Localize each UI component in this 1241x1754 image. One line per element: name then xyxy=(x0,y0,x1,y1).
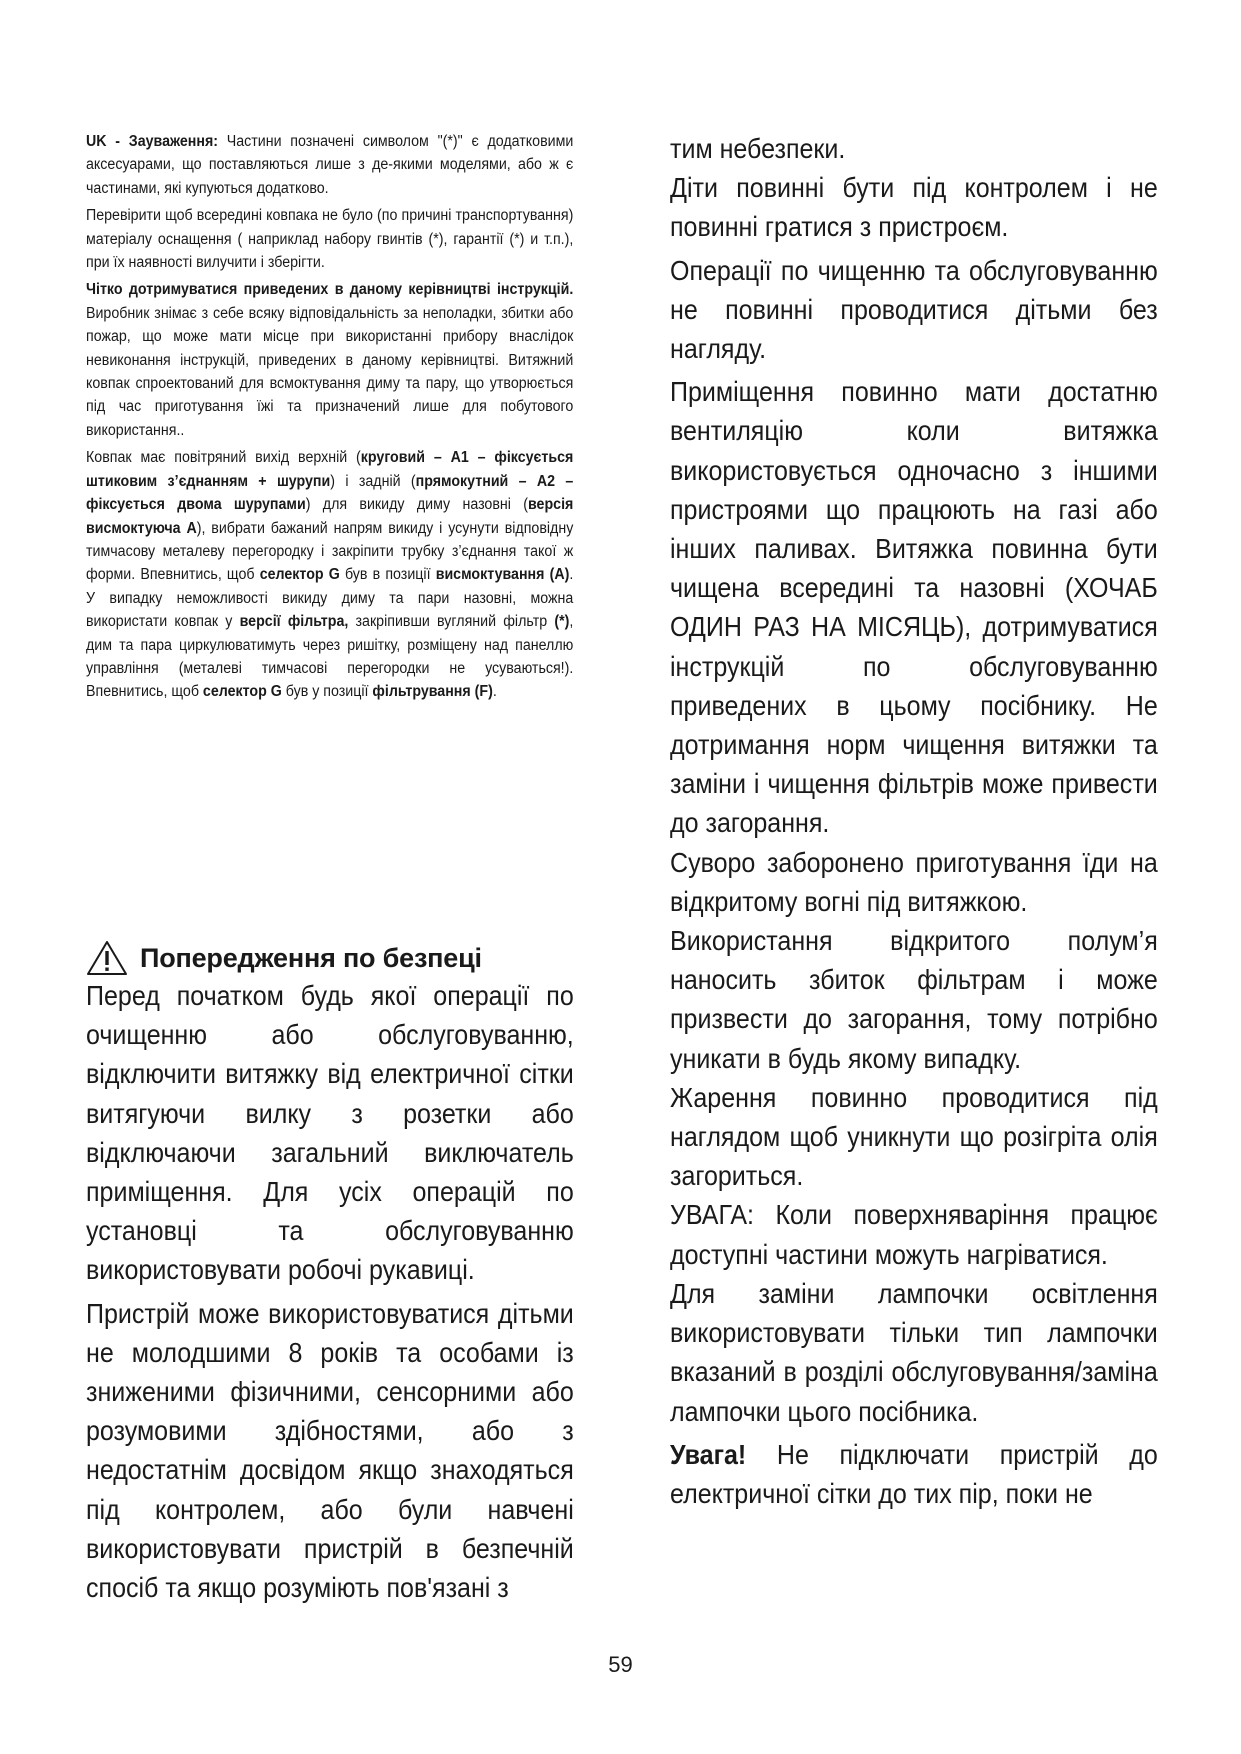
warning-paragraph: Операції по чищенню та обслуговуванню не повинні проводитися дітьми без нагляду. xyxy=(670,254,1158,365)
note-text: Частини позначені символом "(*)" є додатковими аксесуарами, що поставляються лише з де-якими моделями, або ж є частинами, які купуються додатково. xyxy=(86,133,574,197)
note-label: UK - Зауваження: xyxy=(86,133,219,150)
outlet-bold: фільтрування (F) xyxy=(372,683,493,701)
warning-paragraph: Перед початком будь якої операції по очищенню або обслуговуванню, відключити витяжку від електричної сітки витягуючи вилку з розетки або відключаючи загальний виключатель приміщення. Для усіх операцій по установці та обслуговуванню використовувати робочі рукавиці. xyxy=(86,980,574,1286)
outlet-bold: версії фільтра, xyxy=(239,613,349,631)
warnings-left xyxy=(86,976,574,1607)
attention-text: Не підключати пристрій до електричної сітки до тих пір, поки не xyxy=(670,1438,1158,1509)
outlet-text: ), вибрати бажаний напрям викиду і усунути відповідну тимчасову металеву перегородку і закріпити трубку з’єднання такої ж форми. Впевнитись, щоб xyxy=(86,519,574,584)
outlet-bold: селектор G xyxy=(202,683,282,701)
warning-paragraph: Пристрій може використовуватися дітьми не молодшими 8 років та особами із зниженими фізичними, сенсорними або розумовими здібностями, або з недостатнім досвідом якщо знаходяться під контролем, або були навчені використовувати пристрій в безпечній спосіб та якщо розуміють пов'язані з xyxy=(86,1297,574,1604)
warning-paragraph: тим небезпеки. xyxy=(670,133,846,164)
outlet-text: . xyxy=(492,683,497,701)
outlet-bold: круговий – А1 – фіксується штиковим з’єднанням + шурупи xyxy=(86,449,574,490)
outlet-text: . У випадку неможливості викиду диму та пари назовні, можна використати ковпак у xyxy=(86,566,574,631)
outlet-text: ) і задній ( xyxy=(330,472,416,490)
strict-paragraph xyxy=(86,278,573,442)
warning-paragraph xyxy=(670,1435,1158,1513)
warning-paragraph: Для заміни лампочки освітлення використовувати тільки тип лампочки вказаний в розділі обслуговування/заміна лампочки цього посібника. xyxy=(670,1277,1158,1427)
outlet-text: , дим та пара циркулюватимуть через ришітку, розміщену над панеллю управління (металеві тимчасові перегородки не усуваються!). Впевнитись, щоб xyxy=(86,613,574,701)
outlet-bold: прямокутний – А2 – фіксується двома шурупами xyxy=(86,472,574,514)
warning-paragraph: Приміщення повинно мати достатню вентиляцію коли витяжка використовується одночасно з іншими пристроями що працюють на газі або інших паливах. Витяжка повинна бути чищена всередині та назовні (ХОЧАБ ОДИН РАЗ НА МІСЯЦЬ), дотримуватися інструкцій по обслуговуванню приведених в цьому посібнику. Не дотримання норм чищення витяжки та заміни і чищення фільтрів може привести до загорання. xyxy=(670,376,1158,839)
outlet-paragraph xyxy=(86,446,573,703)
check-paragraph: Перевірити щоб всередині ковпака не було (по причині транспортування) матеріалу оснащення ( наприклад набору гвинтів (*), гарантії (*) и т.п.), при їх наявності вилучити і зберігти. xyxy=(86,207,574,272)
attention-label: Увага! xyxy=(670,1438,747,1470)
outlet-text: ) для викиду диму назовні ( xyxy=(305,496,528,514)
outlet-text: був в позиції xyxy=(339,566,436,584)
note-paragraph xyxy=(86,130,573,200)
outlet-bold: (*) xyxy=(554,613,570,631)
outlet-bold: селектор G xyxy=(259,566,340,584)
strict-bold: Чітко дотримуватися приведених в даному керівництві інструкцій. xyxy=(86,281,574,299)
warning-paragraph: Діти повинні бути під контролем і не повинні гратися з пристроєм. xyxy=(670,172,1158,243)
page-number: 59 xyxy=(608,1652,633,1677)
outlet-text: Ковпак має повітряний вихід верхній ( xyxy=(86,449,361,467)
warning-paragraph: Суворо заборонено приготування їди на відкритому вогні під витяжкою. xyxy=(670,846,1158,917)
outlet-text: закріпивши вугляний фільтр xyxy=(348,613,555,631)
warning-paragraph: УВАГА: Коли поверхняваріння працює доступні частини можуть нагріватися. xyxy=(670,1199,1158,1270)
strict-text: Виробник знімає з себе всяку відповідальність за неполадки, збитки або пожар, що може мати місце при використанні прибору внаслідок невиконання інструкцій, приведених в даному керівництві. Витяжний ковпак спроектований для всмоктування диму та пару, що утворюється під час приготування їжі та призначений лише для побутового використання.. xyxy=(86,304,574,439)
safety-heading-text: Попередження по безпеці xyxy=(140,942,482,973)
safety-heading xyxy=(86,938,482,978)
warning-paragraph: Використання відкритого полум’я наносить збиток фільтрам і може призвести до загорання, тому потрібно уникати в будь якому випадку. xyxy=(670,925,1158,1074)
warning-triangle-icon xyxy=(86,940,128,976)
warnings-right xyxy=(670,129,1158,1513)
outlet-bold: висмоктування (А) xyxy=(435,566,570,584)
outlet-bold: версія висмоктуюча А xyxy=(86,496,574,537)
outlet-text: був у позиції xyxy=(281,683,373,701)
warning-paragraph: Жарення повинно проводитися під наглядом щоб уникнути що розігріта олія загориться. xyxy=(670,1081,1158,1192)
notes-block xyxy=(86,130,573,708)
